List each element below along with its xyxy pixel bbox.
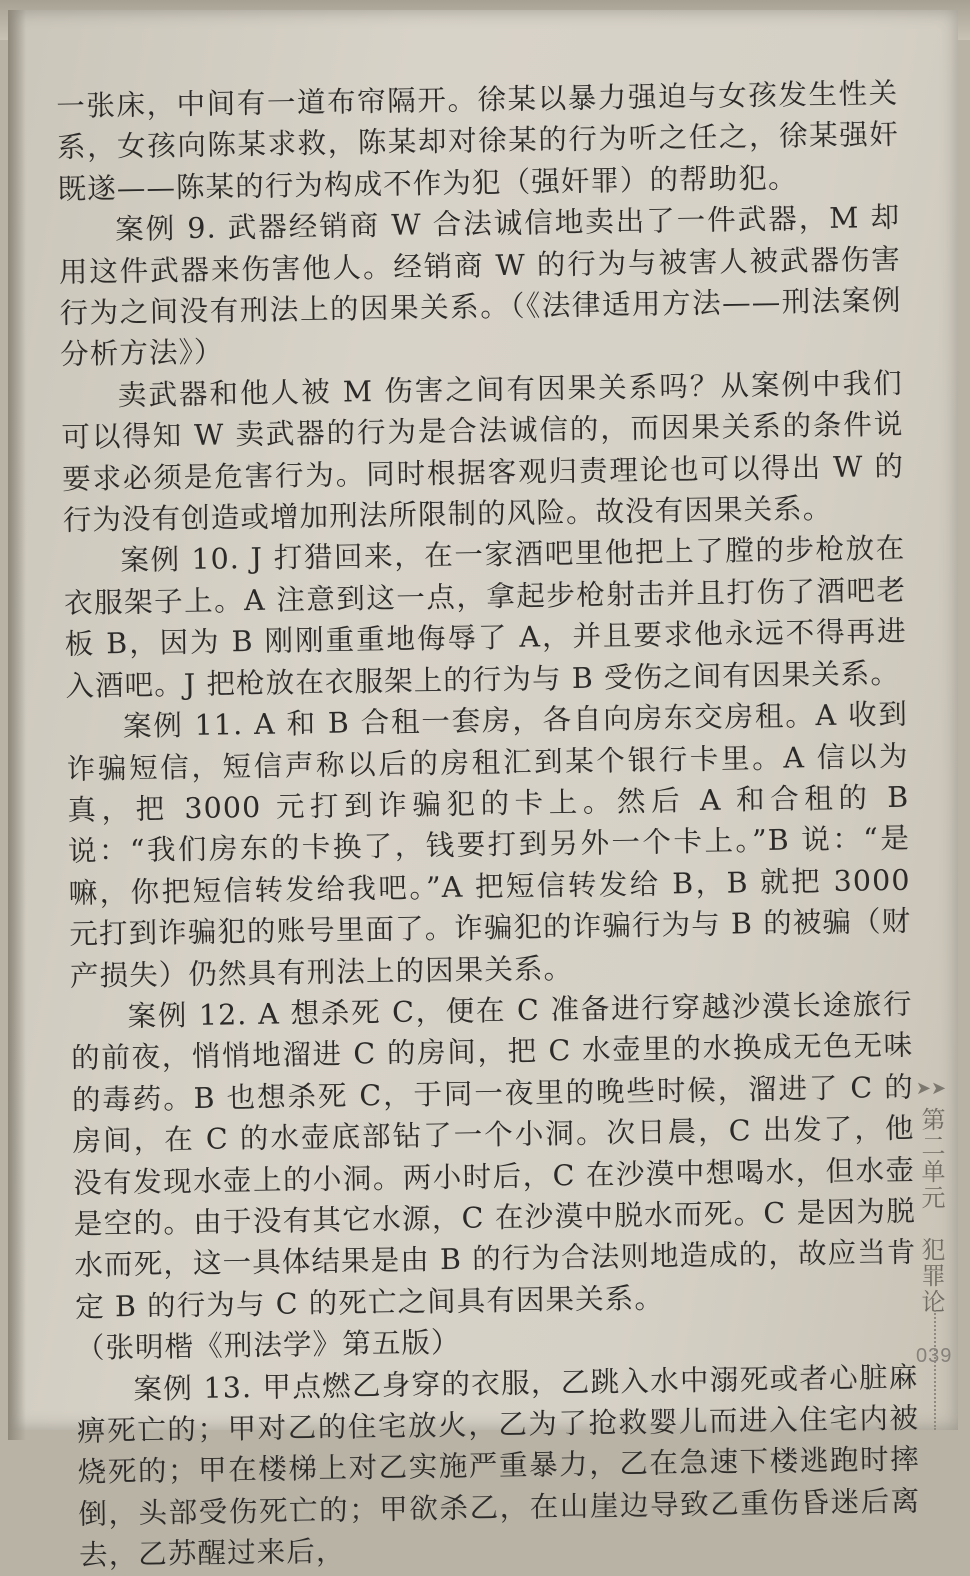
paragraph-case-9-analysis: 卖武器和他人被 M 伤害之间有因果关系吗？从案例中我们可以得知 W 卖武器的行为是合法诚信的，而因果关系的条件说要求必须是危害行为。同时根据客观归责理论也可以得出 W 的行为没有创造或增加刑法所限制的风险。故没有因果关系。: [61, 366, 905, 538]
paragraph-case-12: 案例 12. A 想杀死 C，便在 C 准备进行穿越沙漠长途旅行的前夜，悄悄地溜进 C 的房间，把 C 水壶里的水换成无色无味的毒药。B 也想杀死 C，于同一夜里的晚些时候，溜进了 C 的房间，在 C 的水壶底部钻了一个小洞。次日晨，C 出发了，他没有发现水壶上的小洞。两小时后，C 在沙漠中想喝水，但水壶是空的。由于没有其它水源，C 在沙漠中脱水而死。C 是因为脱水而死，这一具体结果是由 B 的行为合法则地造成的，故应当肯定 B 的行为与 C 的死亡之间具有因果关系。: [71, 987, 917, 1324]
paragraph-case-13: 案例 13. 甲点燃乙身穿的衣服，乙跳入水中溺死或者心脏麻痹死亡的；甲对乙的住宅放火，乙为了抢救婴儿而进入住宅内被烧死的；甲在楼梯上对乙实施严重暴力，乙在急速下楼逃跑时摔倒，头部受伤死亡的；甲欲杀乙，在山崖边导致乙重伤昏迷后离去，乙苏醒过来后，: [76, 1360, 921, 1573]
chapter-label: 第二单元 犯罪论: [917, 1107, 945, 1315]
paragraph-citation: （张明楷《刑法学》第五版）: [75, 1325, 461, 1366]
paragraph-case-11: 案例 11. A 和 B 合租一套房，各自向房东交房租。A 收到诈骗短信，短信声称以后的房租汇到某个银行卡里。A 信以为真，把 3000 元打到诈骗犯的卡上。然后 A 和合租的 B 说：“我们房东的卡换了，钱要打到另外一个卡上。”B 说：“是嘛，你把短信转发给我吧。”A 把短信转发给 B，B 就把 3000 元打到诈骗犯的账号里面了。诈骗犯的诈骗行为与 B 的被骗（财产损失）仍然具有刑法上的因果关系。: [66, 697, 912, 993]
page-gutter-shadow: [8, 10, 26, 1440]
paragraph-continuation: 一张床，中间有一道布帘隔开。徐某以暴力强迫与女孩发生性关系，女孩向陈某求救，陈某却对徐某的行为听之任之，徐某强奸既遂——陈某的行为构成不作为犯（强奸罪）的帮助犯。: [56, 76, 900, 206]
paragraph-case-9: 案例 9. 武器经销商 W 合法诚信地卖出了一件武器，M 却用这件武器来伤害他人。经销商 W 的行为与被害人被武器伤害行为之间没有刑法上的因果关系。（《法律适用方法——刑法案例分析方法》）: [58, 200, 902, 372]
double-arrow-icon: ➤➤: [915, 1078, 947, 1099]
page-number: 039: [916, 1345, 953, 1367]
paragraph-case-10: 案例 10. J 打猎回来，在一家酒吧里他把上了膛的步枪放在衣服架子上。A 注意到这一点，拿起步枪射击并且打伤了酒吧老板 B，因为 B 刚刚重重地侮辱了 A，并且要求他永远不得再进入酒吧。J 把枪放在衣服架上的行为与 B 受伤之间有因果关系。: [63, 532, 907, 703]
side-dotted-rule: [934, 1310, 938, 1430]
page-body: [56, 73, 921, 1576]
chapter-side-tab: [914, 1075, 948, 1375]
book-page: [8, 10, 958, 1573]
